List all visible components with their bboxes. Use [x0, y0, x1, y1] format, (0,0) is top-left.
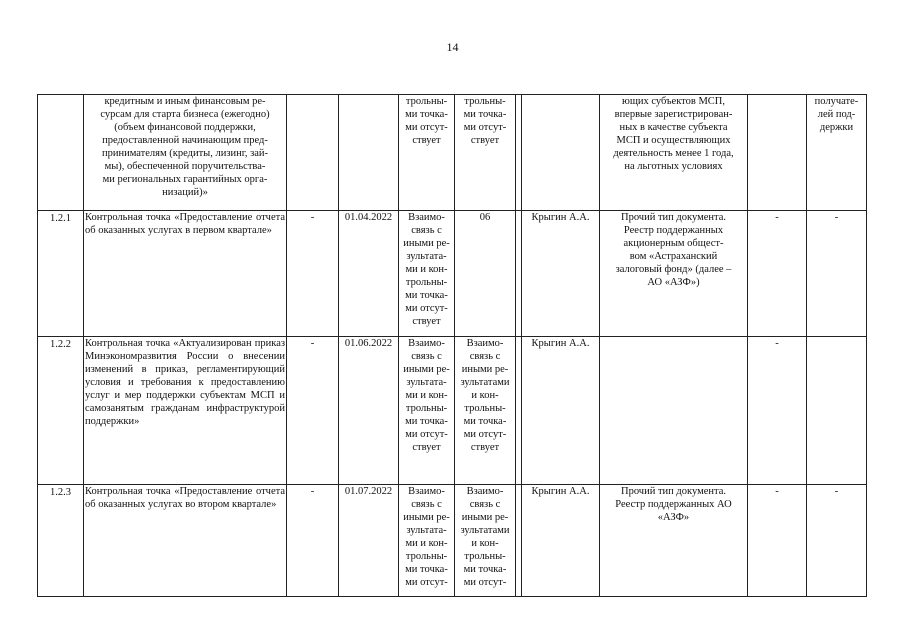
- info-system: -: [748, 485, 807, 597]
- start-date: -: [287, 485, 339, 597]
- successor-link: трольны- ми точка- ми отсут- ствует: [455, 95, 516, 211]
- info-system: [748, 95, 807, 211]
- control-point-name: Контрольная точка «Актуализирован приказ Минэкономразвития России о внесении изменений в приказ, регламентирующий условия и требования к предоставлению услуг и мер поддержки субъектам МСП и самозанятым гражданам инфраструктурой поддержки»: [84, 337, 287, 485]
- responsible-person: Крыгин А.А.: [522, 337, 600, 485]
- table-row: [38, 211, 867, 337]
- successor-link: Взаимо- связь с иными ре- зультатами и кон- трольны- ми точка- ми отсут- ствует: [455, 337, 516, 485]
- successor-link: 06: [455, 211, 516, 337]
- successor-link: Взаимо- связь с иными ре- зультатами и кон- трольны- ми точка- ми отсут-: [455, 485, 516, 597]
- start-date: -: [287, 337, 339, 485]
- info-system: -: [748, 211, 807, 337]
- responsible-person: [522, 95, 600, 211]
- plan-table: [37, 94, 867, 597]
- responsible-person: Крыгин А.А.: [522, 211, 600, 337]
- table-row: [38, 337, 867, 485]
- document-type: Прочий тип документа. Реестр поддержанных АО «АЗФ»: [600, 485, 748, 597]
- end-date: 01.07.2022: [339, 485, 399, 597]
- predecessor-link: Взаимо- связь с иными ре- зультата- ми и кон- трольны- ми точка- ми отсут- ствует: [399, 211, 455, 337]
- start-date: [287, 95, 339, 211]
- row-number: 1.2.2: [38, 337, 84, 485]
- extra-cell: -: [807, 211, 867, 337]
- document-type: [600, 337, 748, 485]
- end-date: [339, 95, 399, 211]
- extra-cell: -: [807, 485, 867, 597]
- info-system: -: [748, 337, 807, 485]
- predecessor-link: Взаимо- связь с иными ре- зультата- ми и кон- трольны- ми точка- ми отсут-: [399, 485, 455, 597]
- table-row: [38, 485, 867, 597]
- row-number: 1.2.1: [38, 211, 84, 337]
- control-point-name: кредитным и иным финансовым ре- сурсам для старта бизнеса (ежегодно) (объем финансовой поддержки, предоставленной начинающим пред- принимателям (кредиты, лизинг, зай- мы), обеспеченной поручительства- ми региональных гарантийных орга- низаций)»: [84, 95, 287, 211]
- control-point-name: Контрольная точка «Предоставление отчета об оказанных услугах во втором квартале»: [84, 485, 287, 597]
- row-number: 1.2.3: [38, 485, 84, 597]
- page-number: 14: [446, 40, 459, 54]
- table-row: [38, 95, 867, 211]
- end-date: 01.04.2022: [339, 211, 399, 337]
- extra-cell: [807, 337, 867, 485]
- end-date: 01.06.2022: [339, 337, 399, 485]
- row-number: [38, 95, 84, 211]
- document-type: Прочий тип документа. Реестр поддержанных акционерным общест- вом «Астраханский залоговый фонд» (далее – АО «АЗФ»): [600, 211, 748, 337]
- control-point-name: Контрольная точка «Предоставление отчета об оказанных услугах в первом квартале»: [84, 211, 287, 337]
- predecessor-link: Взаимо- связь с иными ре- зультата- ми и кон- трольны- ми точка- ми отсут- ствует: [399, 337, 455, 485]
- responsible-person: Крыгин А.А.: [522, 485, 600, 597]
- start-date: -: [287, 211, 339, 337]
- predecessor-link: трольны- ми точка- ми отсут- ствует: [399, 95, 455, 211]
- extra-cell: получате- лей под- держки: [807, 95, 867, 211]
- document-type: ющих субъектов МСП, впервые зарегистрирован- ных в качестве субъекта МСП и осуществляющих деятельность менее 1 года, на льготных условиях: [600, 95, 748, 211]
